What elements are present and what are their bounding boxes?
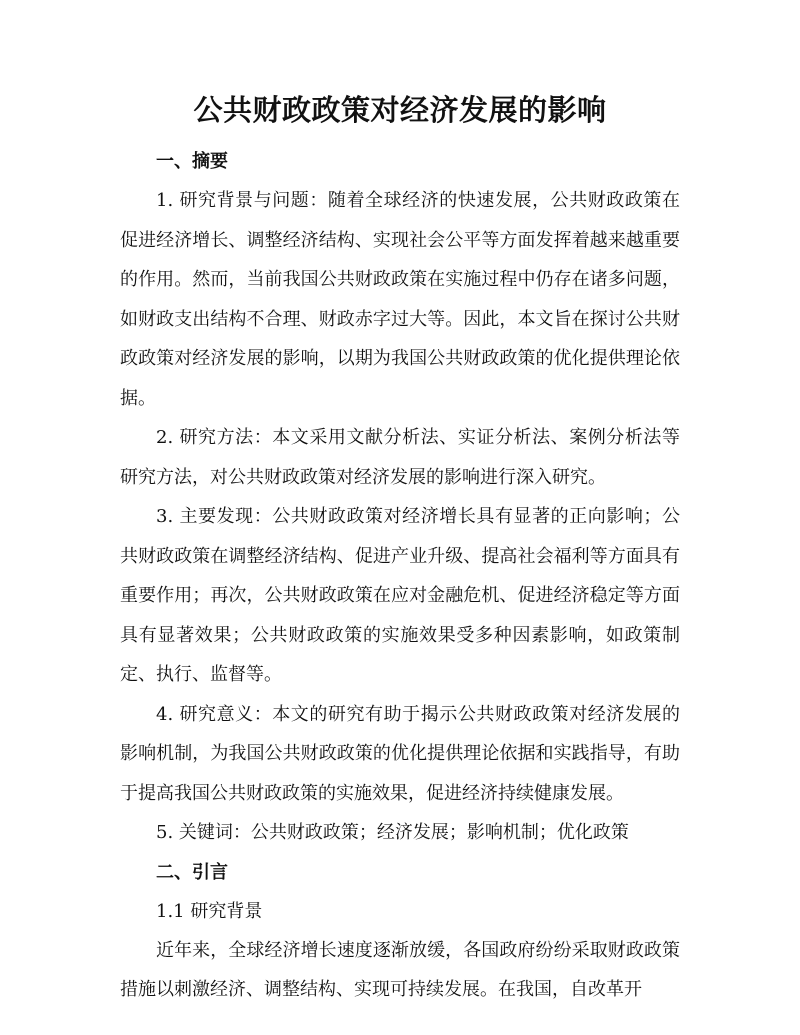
abstract-item-methods: 2. 研究方法：本文采用文献分析法、实证分析法、案例分析法等研究方法，对公共财政政策对经济发展的影响进行深入研究。 [120, 427, 680, 488]
section-heading-abstract: 一、摘要 [156, 151, 228, 172]
intro-paragraph: 近年来，全球经济增长速度逐渐放缓，各国政府纷纷采取财政政策措施以刺激经济、调整结构、实现可持续发展。在我国，自改革开 [120, 939, 680, 1000]
document-title: 公共财政政策对经济发展的影响 [193, 93, 607, 127]
abstract-item-background: 1. 研究背景与问题：随着全球经济的快速发展，公共财政政策在促进经济增长、调整经济结构、实现社会公平等方面发挥着越来越重要的作用。然而，当前我国公共财政政策在实施过程中仍存在诸多问题，如财政支出结构不合理、财政赤字过大等。因此，本文旨在探讨公共财政政策对经济发展的影响，以期为我国公共财政政策的优化提供理论依据。 [120, 190, 680, 409]
document-body [120, 142, 680, 1010]
section-heading-intro: 二、引言 [156, 861, 228, 883]
abstract-item-keywords: 5. 关键词：公共财政政策；经济发展；影响机制；优化政策 [156, 822, 629, 843]
abstract-item-findings: 3. 主要发现：公共财政政策对经济增长具有显著的正向影响；公共财政政策在调整经济结构、促进产业升级、提高社会福利等方面具有重要作用；再次，公共财政政策在应对金融危机、促进经济稳定等方面具有显著效果；公共财政政策的实施效果受多种因素影响，如政策制定、执行、监督等。 [120, 506, 680, 685]
abstract-item-significance: 4. 研究意义：本文的研究有助于揭示公共财政政策对经济发展的影响机制，为我国公共财政政策的优化提供理论依据和实践指导，有助于提高我国公共财政政策的实施效果，促进经济持续健康发展。 [120, 703, 680, 804]
subsection-heading-background: 1.1 研究背景 [156, 900, 263, 922]
